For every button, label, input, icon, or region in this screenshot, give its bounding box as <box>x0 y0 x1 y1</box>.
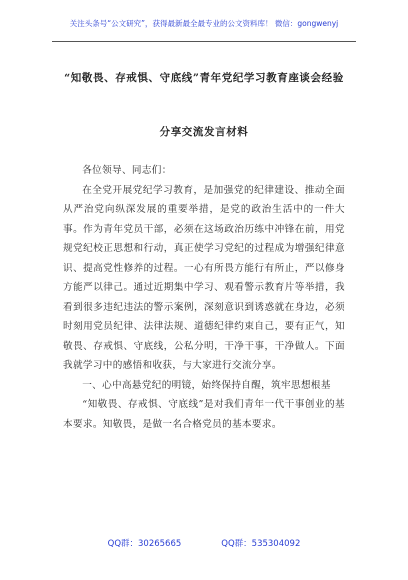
document-body <box>63 161 345 434</box>
footer-qq-group-2: QQ群：535304092 <box>221 539 301 549</box>
section-heading-1: 一、心中高悬党纪的明镜，始终保持自醒，筑牢思想根基 <box>82 379 331 391</box>
footer-contact <box>0 537 408 549</box>
footer-qq-group-1: QQ群：30265665 <box>107 539 182 549</box>
document-title-line-2: 分享交流发言材料 <box>159 126 249 138</box>
body-paragraph-1: 在全党开展党纪学习教育，是加强党的纪律建设、推动全面从严治党向纵深发展的重要举措，是党的政治生活中的一件大事。作为青年党员干部，必须在这场政治历练中冲锋在前，用党规党纪校正思想和行动，真正使学习党纪的过程成为增强纪律意识、提高党性修养的过程。一心有所畏方能行有所止，严以修身方能严以律己。通过近期集中学习、观看警示教育片等举措，我看到很多违纪违法的警示案例，深刻意识到诱惑就在身边，必须时刻用党员纪律、法律法规、道德纪律约束自己，要有正气，知敬畏、存戒惧、守底线，公私分明，干净干事，干净做人。下面我就学习中的感悟和收获，与大家进行交流分享。 <box>63 184 345 371</box>
salutation: 各位领导、同志们： <box>82 165 172 176</box>
document-title-line-1: “知敬畏、存戒惧、守底线”青年党纪学习教育座谈会经验 <box>64 72 344 84</box>
header-divider <box>52 41 356 42</box>
body-paragraph-2: “知敬畏、存戒惧、守底线”是对我们青年一代干事创业的基本要求。知敬畏，是做一名合格党员的基本要求。 <box>63 399 345 430</box>
header-promo-note: 关注头条号“公文研究”，获得最新最全最专业的公文资料库！ 微信：gongwenyj <box>69 19 339 28</box>
